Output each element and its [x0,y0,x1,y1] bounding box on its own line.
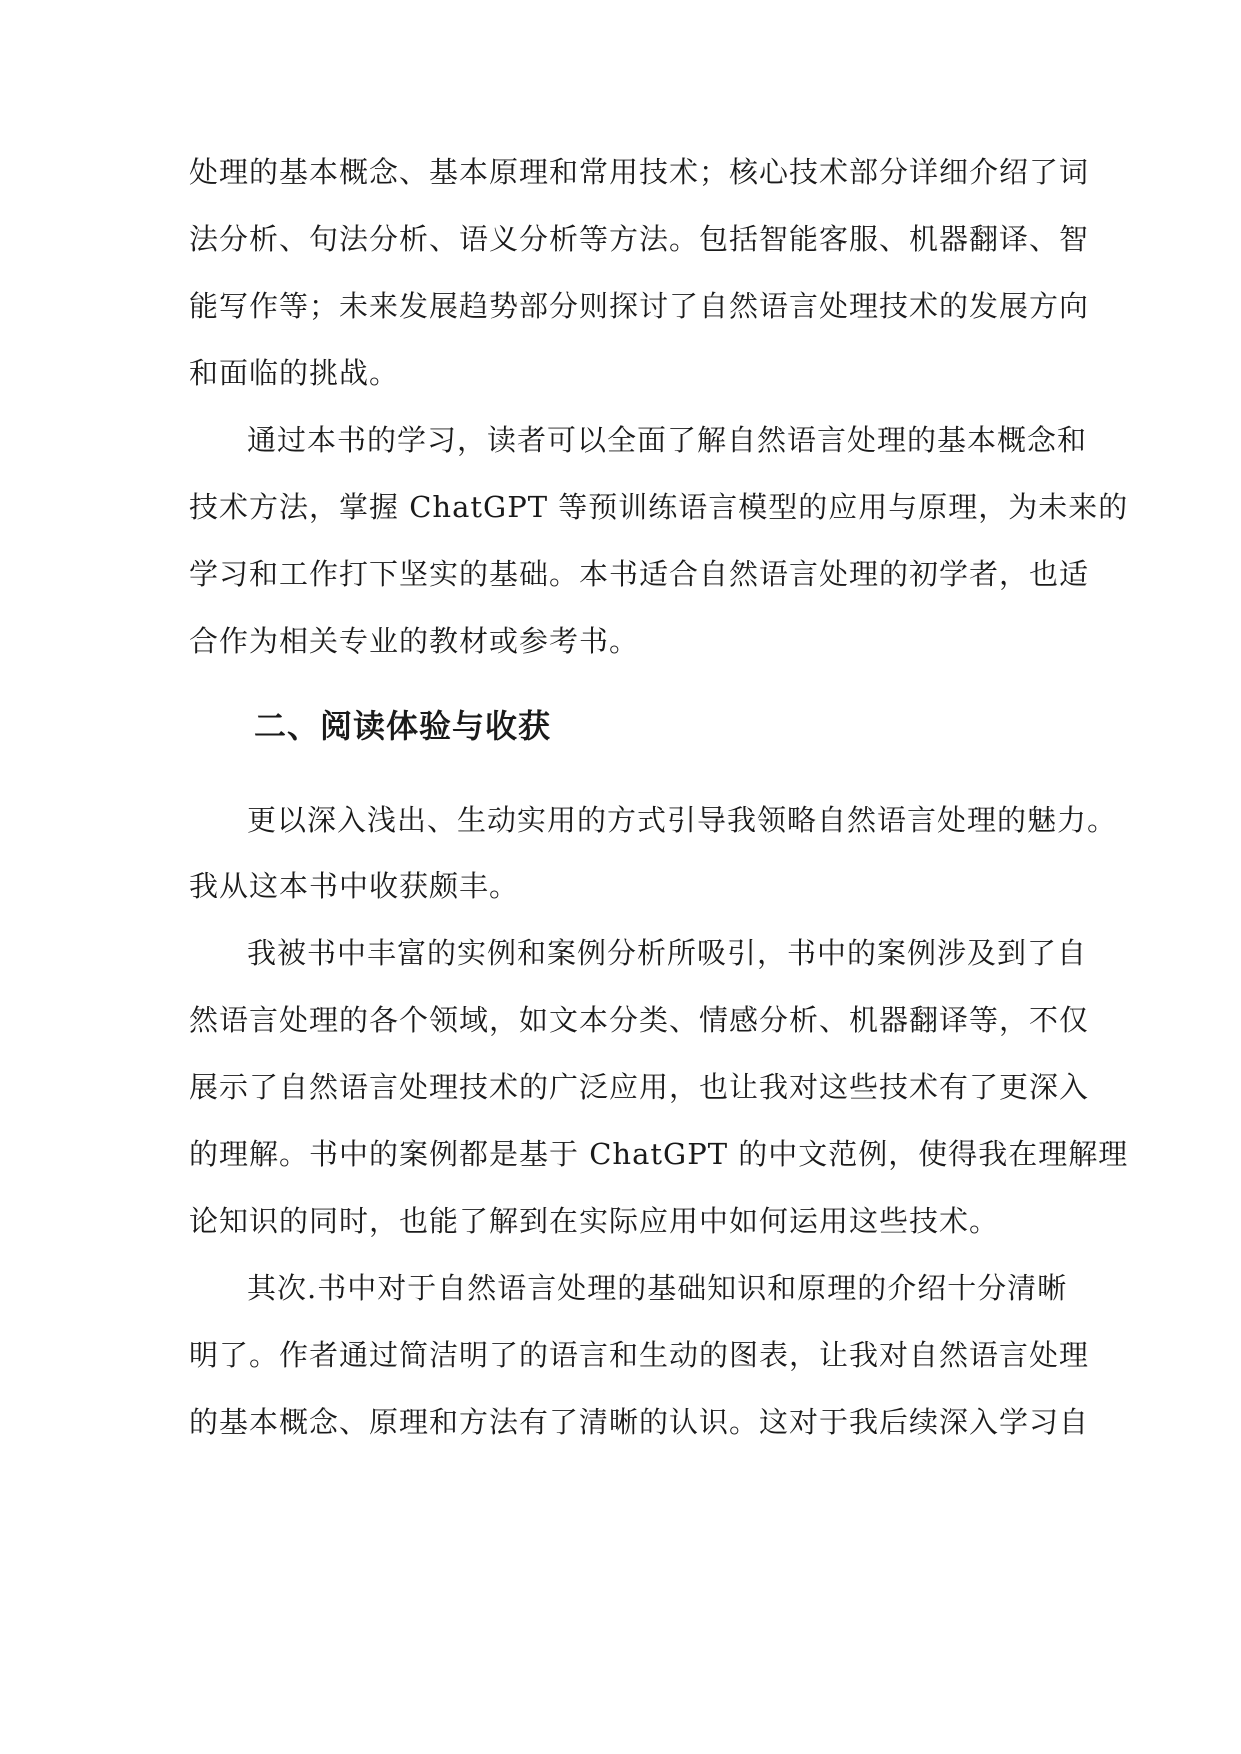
text-line: 处理的基本概念、基本原理和常用技术；核心技术部分详细介绍了词 [189,155,1090,189]
text-line: 法分析、句法分析、语义分析等方法。包括智能客服、机器翻译、智 [189,222,1090,256]
text-line: 然语言处理的各个领域，如文本分类、情感分析、机器翻译等，不仅 [189,1003,1090,1037]
text-line: 能写作等；未来发展趋势部分则探讨了自然语言处理技术的发展方向 [189,289,1090,323]
text-line: 我被书中丰富的实例和案例分析所吸引，书中的案例涉及到了自 [247,936,1088,970]
text-line: 更以深入浅出、生动实用的方式引导我领略自然语言处理的魅力。 [247,803,1118,837]
text-line: 论知识的同时，也能了解到在实际应用中如何运用这些技术。 [189,1204,1000,1238]
text-line: 的理解。书中的案例都是基于 ChatGPT 的中文范例，使得我在理解理 [189,1137,1129,1171]
text-line: 学习和工作打下坚实的基础。本书适合自然语言处理的初学者，也适 [189,557,1090,591]
text-line: 我从这本书中收获颇丰。 [189,869,520,903]
text-line: 通过本书的学习，读者可以全面了解自然语言处理的基本概念和 [247,423,1088,457]
text-line: 明了。作者通过简洁明了的语言和生动的图表，让我对自然语言处理 [189,1338,1090,1372]
text-line: 展示了自然语言处理技术的广泛应用，也让我对这些技术有了更深入 [189,1070,1090,1104]
text-line: 合作为相关专业的教材或参考书。 [189,624,640,658]
text-line: 的基本概念、原理和方法有了清晰的认识。这对于我后续深入学习自 [189,1405,1090,1439]
text-line: 和面临的挑战。 [189,356,400,390]
text-line: 其次.书中对于自然语言处理的基础知识和原理的介绍十分清晰 [247,1271,1068,1305]
text-line: 技术方法，掌握 ChatGPT 等预训练语言模型的应用与原理，为未来的 [189,490,1129,524]
section-heading: 二、阅读体验与收获 [254,707,552,745]
